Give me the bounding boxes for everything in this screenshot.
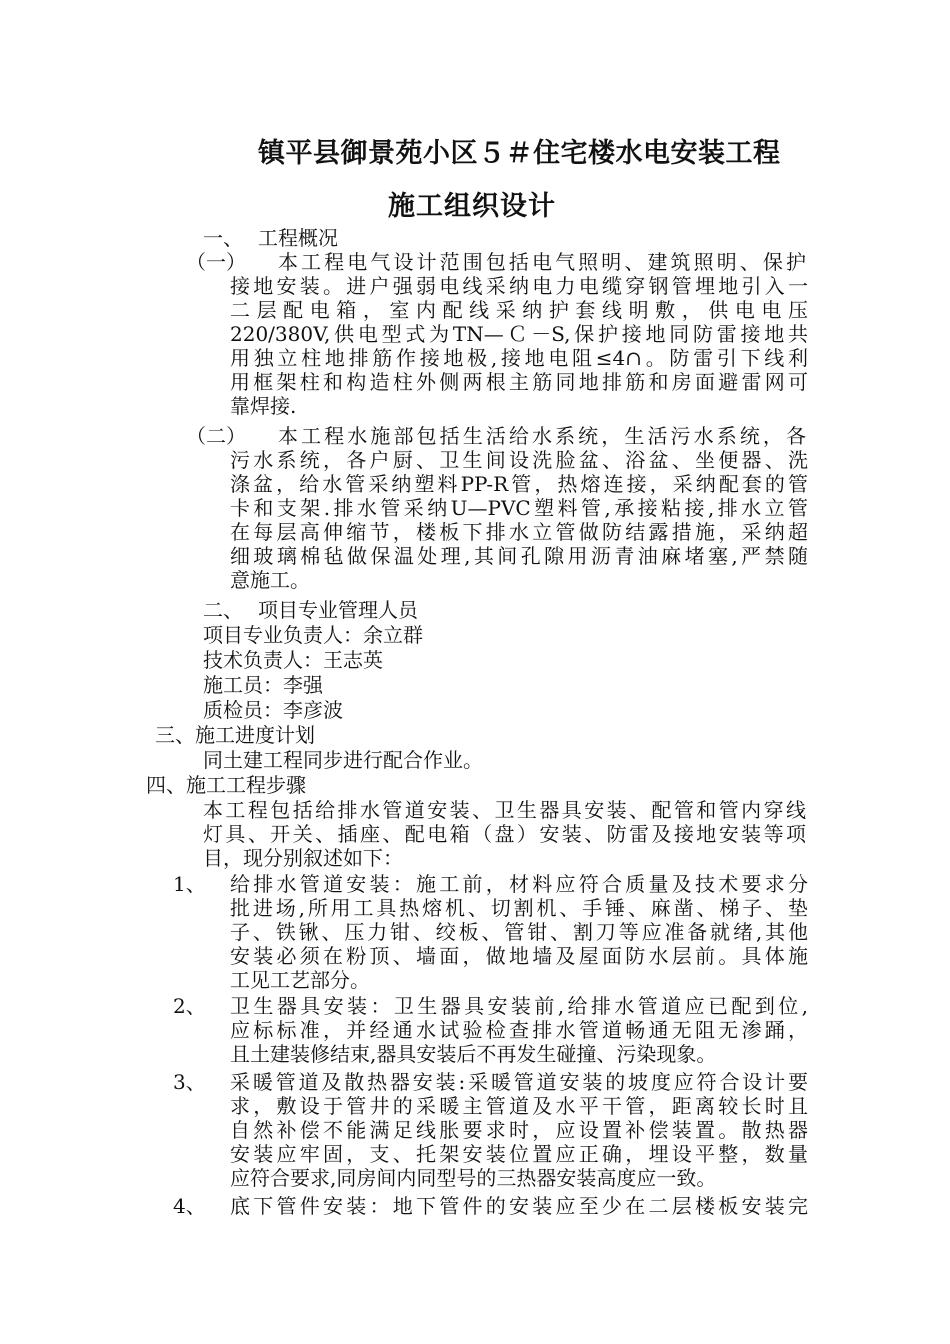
para-2-line: 本工程水施部包括生活给水系统，生活污水系统，各 <box>278 424 806 448</box>
para-1-line: 靠焊接. <box>230 394 297 418</box>
staff-line: 质检员：李彦波 <box>203 698 343 722</box>
section-1-heading: 工程概况 <box>258 226 338 250</box>
para-2-line: 污水系统，各户厨、卫生间设洗脸盆、浴盆、坐便器、洗 <box>230 448 808 472</box>
para-2-line: 涤盆，给水管采纳塑料PP-R管，热熔连接，采纳配套的管 <box>230 472 808 496</box>
para-2-line: 卡和支架.排水管采纳U—PVC塑料管,承接粘接,排水立管 <box>230 496 808 520</box>
section-3-heading: 三、施工进度计划 <box>155 723 315 747</box>
para-1-line: 二层配电箱，室内配线采纳护套线明敷，供电电压 <box>230 298 808 322</box>
item-1-line: 子、铁锹、压力钳、绞板、管钳、割刀等应准备就绪,其他 <box>230 920 808 944</box>
item-2-number: 2、 <box>173 994 206 1018</box>
para-2-number: （二） <box>186 424 246 448</box>
para-1-line: 用框架柱和构造柱外侧两根主筋同地排筋和房面避雷网可 <box>230 370 808 394</box>
section-4-heading: 四、施工工程步骤 <box>146 773 306 797</box>
section-1-number: 一、 <box>203 226 243 250</box>
item-3-line: 安装应牢固，支、托架安装位置应正确，埋设平整，数量 <box>230 1142 808 1166</box>
item-4-line: 底下管件安装：地下管件的安装应至少在二层楼板安装完 <box>230 1194 808 1218</box>
para-2-line: 细玻璃棉毡做保温处理,其间孔隙用沥青油麻堵塞,严禁随 <box>230 544 808 568</box>
staff-line: 项目专业负责人：余立群 <box>203 623 423 647</box>
item-4-number: 4、 <box>173 1194 206 1218</box>
para-2-line: 意施工。 <box>230 568 310 592</box>
staff-line: 施工员：李强 <box>203 673 323 697</box>
item-3-line: 采暖管道及散热器安装:采暖管道安装的坡度应符合设计要 <box>230 1070 808 1094</box>
item-3-line: 自然补偿不能满足线胀要求时，应设置补偿装置。散热器 <box>230 1118 808 1142</box>
para-2-line: 在每层高伸缩节，楼板下排水立管做防结露措施，采纳超 <box>230 520 808 544</box>
para-1-line: 用独立柱地排筋作接地极,接地电阻≤4∩。防雷引下线利 <box>230 346 808 370</box>
para-1-line: 接地安装。进户强弱电线采纳电力电缆穿钢管埋地引入一 <box>230 274 808 298</box>
para-1-line: 220/380V,供电型式为TN—Ｃ－S,保护接地同防雷接地共 <box>230 322 808 346</box>
para-1-line: 本工程电气设计范围包括电气照明、建筑照明、保护 <box>278 250 806 274</box>
item-2-line: 应标标准，并经通水试验检查排水管道畅通无阻无渗踊， <box>230 1018 808 1042</box>
section-4-intro-line: 目，现分别叙述如下： <box>203 846 403 870</box>
section-4-intro-line: 灯具、开关、插座、配电箱（盘）安装、防雷及接地安装等项 <box>203 822 806 846</box>
item-2-line: 且土建装修结束,器具安装后不再发生碰撞、污染现象。 <box>230 1042 717 1066</box>
item-1-line: 给排水管道安装：施工前，材料应符合质量及技术要求分 <box>230 872 808 896</box>
item-1-line: 批进场,所用工具热熔机、切割机、手锤、麻凿、梯子、垫 <box>230 896 808 920</box>
staff-line: 技术负责人：王志英 <box>203 648 383 672</box>
section-2-number: 二、 <box>203 598 243 622</box>
doc-title-line2: 施工组织设计 <box>388 191 556 222</box>
section-4-intro-line: 本工程包括给排水管道安装、卫生器具安装、配管和管内穿线 <box>203 798 806 822</box>
item-3-number: 3、 <box>173 1070 206 1094</box>
item-2-line: 卫生器具安装：卫生器具安装前,给排水管道应已配到位, <box>230 994 808 1018</box>
item-3-line: 求，敷设于管井的采暖主管道及水平干管，距离较长时且 <box>230 1094 808 1118</box>
item-1-line: 安装必须在粉顶、墙面，做地墙及屋面防水层前。具体施 <box>230 944 808 968</box>
item-1-line: 工见工艺部分。 <box>230 968 370 992</box>
item-1-number: 1、 <box>173 872 206 896</box>
section-2-heading: 项目专业管理人员 <box>258 598 418 622</box>
doc-title-line1: 镇平县御景苑小区５＃住宅楼水电安装工程 <box>258 138 781 169</box>
para-1-number: （一） <box>186 250 246 274</box>
item-3-line: 应符合要求,同房间内同型号的三热器安装高度应一致。 <box>230 1166 717 1190</box>
section-3-text: 同土建工程同步进行配合作业。 <box>203 748 483 772</box>
